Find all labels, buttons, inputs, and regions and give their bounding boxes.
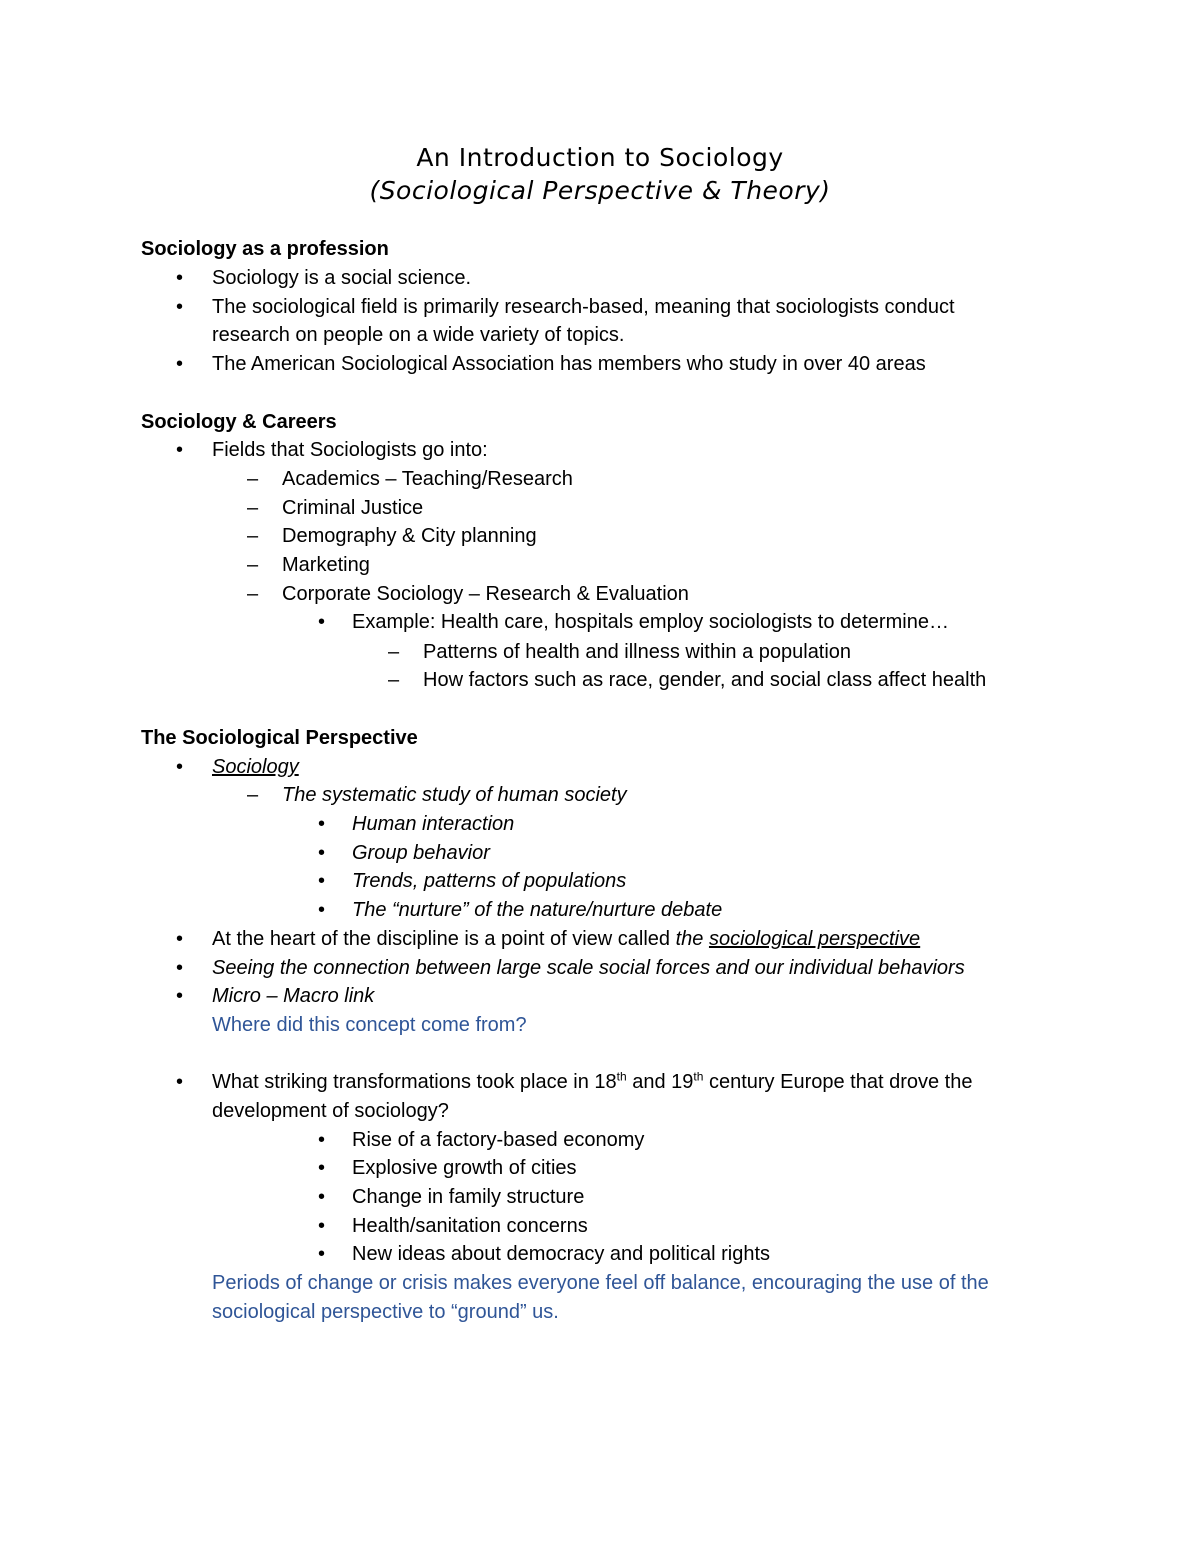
dash-icon: – <box>247 497 259 519</box>
bullet-icon: • <box>318 870 326 892</box>
list-item: Fields that Sociologists go into: <box>212 439 488 461</box>
list-item: The sociological field is primarily research-based, meaning that sociologists conduct <box>212 296 955 318</box>
list-item <box>212 927 920 951</box>
conclusion-note: Periods of change or crisis makes everyone feel off balance, encouraging the use of the <box>212 1272 989 1294</box>
dash-icon: – <box>388 641 400 663</box>
term-sociology: Sociology <box>212 756 299 778</box>
sub-sub-list-item: Example: Health care, hospitals employ sociologists to determine… <box>352 611 949 633</box>
dash-icon: – <box>247 468 259 490</box>
conclusion-note-continuation: sociological perspective to “ground” us. <box>212 1301 559 1323</box>
list-item: Sociology is a social science. <box>212 267 472 289</box>
sub-sub-list-item: Trends, patterns of populations <box>352 870 627 892</box>
list-item: Micro – Macro link <box>212 985 375 1007</box>
dash-icon: – <box>247 554 259 576</box>
bullet-icon: • <box>318 1129 326 1151</box>
bullet-icon: • <box>318 1243 326 1265</box>
list-item: Seeing the connection between large scale social forces and our individual behaviors <box>212 957 965 979</box>
sub-list-item: Marketing <box>282 554 370 576</box>
section-heading-perspective: The Sociological Perspective <box>141 727 418 749</box>
page-subtitle: (Sociological Perspective & Theory) <box>369 176 831 205</box>
list-item-text: At the heart of the discipline is a point of view called <box>212 928 676 950</box>
sub-sub-list-item: Group behavior <box>352 842 490 864</box>
dash-icon: – <box>388 669 400 691</box>
sub-list-item: Corporate Sociology – Research & Evaluation <box>282 583 689 605</box>
bullet-icon: • <box>318 813 326 835</box>
bullet-icon: • <box>176 756 184 778</box>
list-item <box>212 1070 972 1094</box>
sub-sub-list-item: The “nurture” of the nature/nurture debate <box>352 899 723 921</box>
dash-icon: – <box>247 784 259 806</box>
sub-sub-list-item: Health/sanitation concerns <box>352 1215 588 1237</box>
term-sociological-perspective: sociological perspective <box>708 928 921 950</box>
sub-sub-list-item: Change in family structure <box>352 1186 585 1208</box>
bullet-icon: • <box>318 899 326 921</box>
bullet-icon: • <box>318 842 326 864</box>
sub-list-item: Criminal Justice <box>282 497 424 519</box>
deep-list-item: Patterns of health and illness within a population <box>423 641 852 663</box>
list-item: The American Sociological Association has members who study in over 40 areas <box>212 353 926 375</box>
dash-icon: – <box>247 583 259 605</box>
bullet-icon: • <box>176 985 184 1007</box>
bullet-icon: • <box>176 928 184 950</box>
question-note: Where did this concept come from? <box>212 1014 527 1036</box>
sub-sub-list-item: New ideas about democracy and political rights <box>352 1243 770 1265</box>
list-item-text: What striking transformations took place in 18 <box>212 1071 617 1093</box>
bullet-icon: • <box>176 353 184 375</box>
bullet-icon: • <box>318 1157 326 1179</box>
superscript: th <box>693 1069 704 1084</box>
sub-list-item: Demography & City planning <box>282 525 537 547</box>
section-heading-profession: Sociology as a profession <box>141 238 389 260</box>
list-item-text: and 19 <box>626 1071 694 1093</box>
bullet-icon: • <box>176 1071 184 1093</box>
list-item-text: century Europe that drove the <box>703 1071 973 1093</box>
deep-list-item: How factors such as race, gender, and social class affect health <box>423 669 987 691</box>
bullet-icon: • <box>176 439 184 461</box>
page-title: An Introduction to Sociology <box>416 143 784 172</box>
bullet-icon: • <box>318 1186 326 1208</box>
bullet-icon: • <box>176 267 184 289</box>
list-item-continuation: research on people on a wide variety of topics. <box>212 324 625 346</box>
dash-icon: – <box>247 525 259 547</box>
superscript: th <box>616 1069 627 1084</box>
sub-sub-list-item: Explosive growth of cities <box>352 1157 577 1179</box>
definition: The systematic study of human society <box>282 784 627 806</box>
sub-sub-list-item: Rise of a factory-based economy <box>352 1129 645 1151</box>
list-item-continuation: development of sociology? <box>212 1100 449 1122</box>
sub-list-item: Academics – Teaching/Research <box>282 468 573 490</box>
bullet-icon: • <box>318 1215 326 1237</box>
bullet-icon: • <box>176 296 184 318</box>
bullet-icon: • <box>176 957 184 979</box>
bullet-icon: • <box>318 611 326 633</box>
list-item-italic: the <box>675 928 709 950</box>
sub-sub-list-item: Human interaction <box>352 813 515 835</box>
section-heading-careers: Sociology & Careers <box>141 411 337 433</box>
